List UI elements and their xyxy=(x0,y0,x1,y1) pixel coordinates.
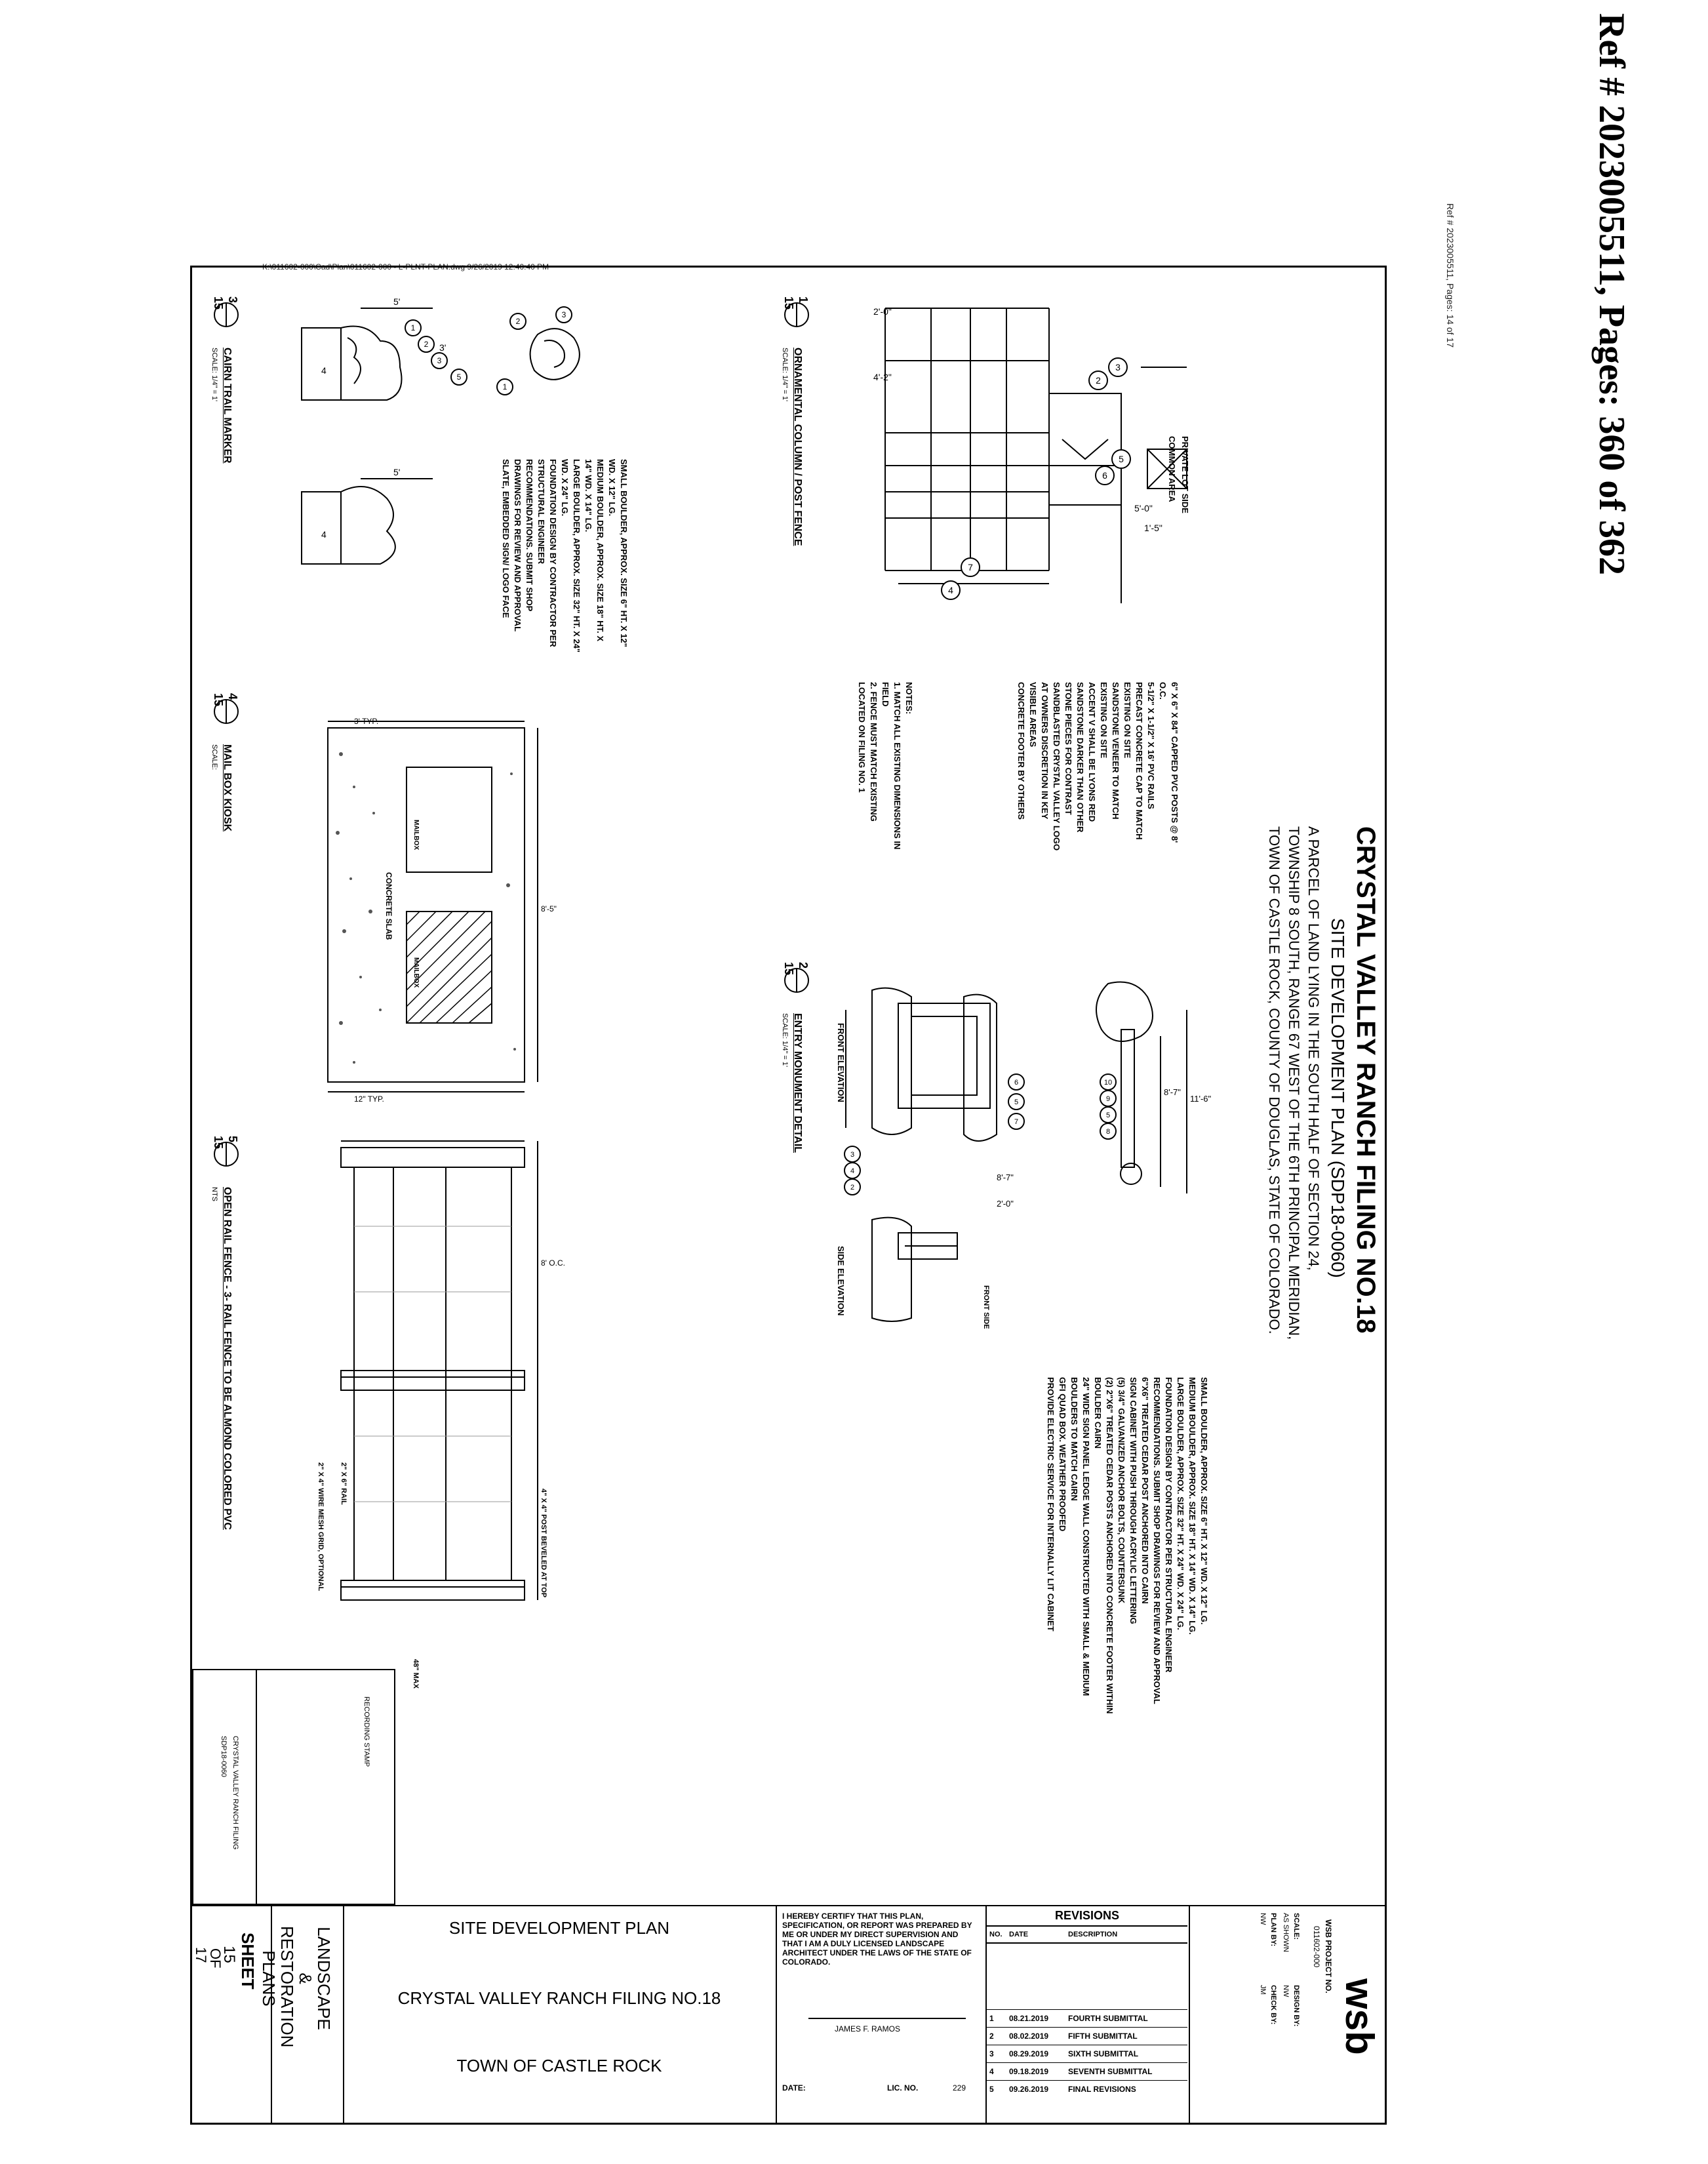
svg-text:1: 1 xyxy=(410,323,416,332)
detail-1-notes xyxy=(1015,682,1180,852)
detail-1-note-4: SANDSTONE VENEER TO MATCH EXISTING ON SITE xyxy=(1099,682,1121,820)
detail-1-note-7: CONCRETE FOOTER BY OTHERS xyxy=(1016,682,1026,820)
common-area-label: COMMON AREA xyxy=(1167,436,1177,502)
svg-text:2: 2 xyxy=(850,1184,855,1192)
rev-header-desc: DESCRIPTION xyxy=(1068,1931,1118,1938)
svg-text:8'-7": 8'-7" xyxy=(997,1172,1014,1182)
svg-text:4: 4 xyxy=(850,1167,855,1175)
revisions-header xyxy=(987,1927,1187,1944)
detail-2-note-7: (5) 3/4" GALVANIZED ANCHOR BOLTS, COUNTERSUNK xyxy=(1117,1377,1126,1604)
fence-mesh-label: 2" X 4" WIRE MESH GRID, OPTIONAL xyxy=(317,1462,325,1592)
detail-2-title: ENTRY MONUMENT DETAIL xyxy=(792,1013,803,1153)
license-label: LIC. NO. xyxy=(887,2083,919,2093)
detail-2-number: 2 xyxy=(797,962,810,969)
town-name: TOWN OF CASTLE ROCK xyxy=(456,2056,662,2075)
mailbox-label-1: MAILBOX xyxy=(412,820,420,851)
stamp-line-1: CRYSTAL VALLEY RANCH FILING xyxy=(231,1736,239,1850)
svg-text:3: 3 xyxy=(437,356,442,365)
project-no: 011602-000 xyxy=(1312,1926,1321,1968)
detail-1-title: ORNAMENTAL COLUMN / POST FENCE xyxy=(792,348,803,546)
detail-5-number: 5 xyxy=(226,1136,239,1143)
fence-post-label: 4" X 4" POST BEVELED AT TOP xyxy=(540,1489,547,1598)
scale-label: SCALE: xyxy=(1292,1913,1300,1940)
revision-no: 4 xyxy=(989,2067,994,2076)
svg-text:3' TYP.: 3' TYP. xyxy=(354,717,379,726)
svg-text:3: 3 xyxy=(850,1151,855,1159)
reception-ref-stamp: Ref # 2023005511, Pages: 360 of 362 xyxy=(1591,13,1632,576)
detail-1-note-5: ACCENT V SHALL BE LYONS RED SANDSTONE DARKER THAN OTHER STONE PIECES FOR CONTRAST xyxy=(1063,682,1097,833)
svg-text:3: 3 xyxy=(561,310,566,319)
detail-3-note-4: FOUNDATION DESIGN BY CONTRACTOR PER STRUCTURAL ENGINEER RECOMMENDATIONS. SUBMIT SHOP DRAWINGS FOR REVIEW AND APPROVAL xyxy=(513,459,558,647)
detail-3-note-3: LARGE BOULDER, APPROX. SIZE 32" HT. X 24" WD. X 24" LG. xyxy=(560,459,582,653)
revision-no: 5 xyxy=(989,2085,994,2094)
svg-text:2: 2 xyxy=(515,317,521,326)
rev-header-no: NO. xyxy=(989,1931,1003,1938)
side-elevation-label: SIDE ELEVATION xyxy=(836,1246,846,1316)
detail-2-note-9: 24" WIDE SIGN PANEL LEDGE WALL CONSTRUCTED WITH SMALL & MEDIUM BOULDERS TO MATCH CAIRN xyxy=(1069,1377,1091,1696)
detail-3-title: CAIRN TRAIL MARKER xyxy=(222,348,233,464)
svg-text:4: 4 xyxy=(321,365,327,376)
svg-text:5: 5 xyxy=(1014,1098,1019,1106)
project-subtitle: SITE DEVELOPMENT PLAN (SDP18-0060) xyxy=(1328,918,1348,1278)
svg-text:2'-0": 2'-0" xyxy=(997,1199,1014,1209)
license-number: 229 xyxy=(953,2083,966,2093)
date-label: DATE: xyxy=(782,2083,806,2093)
detail-1-number: 1 xyxy=(797,296,810,304)
revision-date: 08.29.2019 xyxy=(1009,2049,1049,2058)
revision-desc: FINAL REVISIONS xyxy=(1068,2085,1136,2094)
detail-5-title: OPEN RAIL FENCE - 3- RAIL FENCE TO BE ALMOND COLORED PVC xyxy=(222,1187,233,1530)
detail-2-note-5: 6"X6" TREATED CEDAR POST ANCHORED INTO CAIRN xyxy=(1140,1377,1150,1604)
detail-4-title: MAIL BOX KIOSK xyxy=(222,744,233,832)
detail-3-note-1: SMALL BOULDER, APPROX. SIZE 6" HT. X 12" WD. X 12" LG. xyxy=(607,459,629,647)
detail-4-sheet: 15 xyxy=(212,693,225,707)
plan-by: NW xyxy=(1259,1913,1267,1925)
detail-2-note-4: FOUNDATION DESIGN BY CONTRACTOR PER STRUCTURAL ENGINEER RECOMMENDATIONS. SUBMIT SHOP DRAWINGS FOR REVIEW AND APPROVAL xyxy=(1152,1377,1174,1704)
detail-2-note-2: MEDIUM BOULDER, APPROX. SIZE 18" HT. X 14" WD. X 14" LG. xyxy=(1187,1377,1197,1635)
revisions-table xyxy=(987,1906,1187,2124)
detail-1-scale: SCALE: 1/4" = 1' xyxy=(781,348,789,402)
detail-2-note-6: SIGN CABINET WITH PUSH THROUGH ACRYLIC LETTERING xyxy=(1128,1377,1138,1624)
svg-text:6: 6 xyxy=(1102,470,1107,481)
file-path: K:\011602-000\Cad\Plan\011602-000 - L-PLNT-PLAN.dwg 9/26/2019 12:40:40 PM xyxy=(262,262,549,271)
revision-desc: SEVENTH SUBMITTAL xyxy=(1068,2067,1153,2076)
detail-3-notes xyxy=(500,459,629,656)
sheet-of: OF xyxy=(207,1948,224,1969)
detail-2-note-11: PROVIDE ELECTRIC SERVICE FOR INTERNALLY LIT CABINET xyxy=(1046,1377,1056,1632)
rev-header-date: DATE xyxy=(1009,1931,1029,1938)
detail-2-note-3: LARGE BOULDER, APPROX. SIZE 32" HT. X 24" WD. X 24" LG. xyxy=(1176,1377,1185,1630)
svg-text:5'-0": 5'-0" xyxy=(1134,503,1153,513)
svg-text:9: 9 xyxy=(1105,1095,1111,1103)
mailbox-label-2: MAILBOX xyxy=(412,957,420,988)
project-title: CRYSTAL VALLEY RANCH FILING NO.18 xyxy=(1351,826,1380,1334)
svg-text:1'-5": 1'-5" xyxy=(1144,523,1162,533)
svg-text:10: 10 xyxy=(1103,1079,1113,1087)
svg-text:5: 5 xyxy=(456,372,462,382)
svg-text:8'-7": 8'-7" xyxy=(1164,1087,1181,1097)
revision-no: 1 xyxy=(989,2014,994,2023)
detail-1-note-6: SANDBLASTED CRYSTAL VALLEY LOGO AT OWNERS DISCRETION IN KEY VISIBLE AREAS xyxy=(1028,682,1062,851)
concrete-slab-label: CONCRETE SLAB xyxy=(384,872,393,940)
sheet-number: 15 xyxy=(220,1946,238,1963)
detail-2-note-10: GFI QUAD BOX. WEATHER PROOFED xyxy=(1058,1377,1067,1532)
detail-2-notes xyxy=(1044,1377,1210,1744)
svg-text:2: 2 xyxy=(424,340,429,349)
detail-2-note-1: SMALL BOULDER, APPROX. SIZE 6" HT. X 12" WD. X 12" LG. xyxy=(1199,1377,1209,1625)
revisions-title: REVISIONS xyxy=(987,1906,1187,1927)
plan-by-label: PLAN BY: xyxy=(1269,1913,1277,1947)
detail-3-note-2: MEDIUM BOULDER, APPROX. SIZE 18" HT. X 14" WD. X 14" LG. xyxy=(584,459,605,641)
revision-row xyxy=(987,2045,1187,2062)
detail-1-note-1: 6" X 6" X 84" CAPPED PVC POSTS @ 8' O.C. xyxy=(1158,682,1180,843)
detail-5-scale: NTS xyxy=(210,1187,218,1201)
detail-4-number: 4 xyxy=(226,693,239,700)
scale-value: AS SHOWN xyxy=(1282,1913,1290,1952)
detail-2-sheet: 15 xyxy=(782,962,795,976)
svg-text:5: 5 xyxy=(1105,1112,1111,1119)
svg-text:4: 4 xyxy=(948,585,953,595)
project-description: A PARCEL OF LAND LYING IN THE SOUTH HALF OF SECTION 24, TOWNSHIP 8 SOUTH, RANGE 67 WEST OF THE 6TH PRINCIPAL MERIDIAN, TOWN OF CASTLE ROCK, COUNTY OF DOUGLAS, STATE OF COLORADO. xyxy=(1266,826,1322,1340)
svg-text:3': 3' xyxy=(439,342,447,353)
revision-row xyxy=(987,2080,1187,2098)
svg-text:5: 5 xyxy=(1119,454,1124,464)
detail-4-scale: SCALE: xyxy=(210,744,218,771)
svg-text:4'-2": 4'-2" xyxy=(873,372,892,382)
svg-text:7: 7 xyxy=(968,562,973,572)
detail-1-sheet: 15 xyxy=(782,296,795,310)
svg-text:2'-0": 2'-0" xyxy=(873,306,892,317)
revision-no: 2 xyxy=(989,2032,994,2041)
svg-text:2: 2 xyxy=(1096,375,1101,386)
revision-desc: SIXTH SUBMITTAL xyxy=(1068,2049,1139,2058)
detail-1-note-3: PRECAST CONCRETE CAP TO MATCH EXISTING ON SITE xyxy=(1122,682,1144,840)
notes-heading: NOTES: xyxy=(904,682,914,715)
recording-stamp-label: RECORDING STAMP xyxy=(363,1696,370,1767)
detail-1-general-notes xyxy=(856,682,915,852)
sheet-label: SHEET xyxy=(238,1933,258,1990)
detail-3-scale: SCALE: 1/4" = 1' xyxy=(210,348,218,402)
revision-row xyxy=(987,2062,1187,2080)
revision-no: 3 xyxy=(989,2049,994,2058)
revision-date: 09.18.2019 xyxy=(1009,2067,1049,2076)
svg-text:11'-6": 11'-6" xyxy=(1190,1094,1212,1104)
recording-stamp-box xyxy=(192,1669,395,1905)
sheet-title: LANDSCAPE & RESTORATION PLANS xyxy=(259,1926,334,2048)
svg-text:6: 6 xyxy=(1014,1079,1019,1087)
fence-max-height-label: 48" MAX xyxy=(412,1659,420,1689)
open-rail-fence-drawing xyxy=(328,1128,565,1639)
detail-3-number: 3 xyxy=(226,296,239,304)
general-note-1: 1. MATCH ALL EXISTING DIMENSIONS IN FIELD xyxy=(881,682,902,850)
stamp-line-2: SDP18-0060 xyxy=(220,1736,228,1777)
revision-row xyxy=(987,2009,1187,2027)
svg-text:7: 7 xyxy=(1014,1118,1019,1126)
svg-text:8: 8 xyxy=(1105,1128,1111,1136)
project-name: CRYSTAL VALLEY RANCH FILING NO.18 xyxy=(397,1988,721,2008)
svg-text:5': 5' xyxy=(393,467,401,477)
revision-date: 08.21.2019 xyxy=(1009,2014,1049,2023)
svg-text:8'-5": 8'-5" xyxy=(541,904,557,913)
design-by-label: DESIGN BY: xyxy=(1292,1985,1300,2027)
svg-text:3: 3 xyxy=(1115,362,1121,372)
front-elevation-label: FRONT ELEVATION xyxy=(836,1023,846,1102)
fence-rail-label: 2" X 6" RAIL xyxy=(340,1462,348,1505)
private-lot-side-label: PRIVATE LOT SIDE xyxy=(1180,436,1190,513)
signer-name: JAMES F. RAMOS xyxy=(835,2024,901,2034)
detail-2-scale: SCALE: 1/4" = 1' xyxy=(781,1013,789,1068)
revision-date: 09.26.2019 xyxy=(1009,2085,1049,2094)
check-by: JM xyxy=(1259,1985,1267,1995)
svg-text:1: 1 xyxy=(502,382,507,391)
entry-monument-drawing xyxy=(833,971,1226,1338)
front-side-label: FRONT SIDE xyxy=(982,1285,990,1329)
certification-text: I HEREBY CERTIFY THAT THIS PLAN, SPECIFICATION, OR REPORT WAS PREPARED BY ME OR UNDER MY DIRECT SUPERVISION AND THAT I AM A DULY LICENSED LANDSCAPE ARCHITECT UNDER THE LAWS OF THE STATE OF COLORADO. xyxy=(782,1912,972,1967)
mailbox-kiosk-drawing xyxy=(315,715,557,1108)
project-no-label: WSB PROJECT NO. xyxy=(1324,1919,1333,1994)
svg-text:8' O.C.: 8' O.C. xyxy=(541,1258,565,1268)
revision-row xyxy=(987,2027,1187,2045)
revision-desc: FIFTH SUBMITTAL xyxy=(1068,2032,1138,2041)
general-note-2: 2. FENCE MUST MATCH EXISTING LOCATED ON FILING NO. 1 xyxy=(857,682,879,822)
revision-desc: FOURTH SUBMITTAL xyxy=(1068,2014,1148,2023)
recorder-line: Ref # 2023005511, Pages: 14 of 17 xyxy=(1445,203,1456,348)
sheet-total: 17 xyxy=(193,1947,209,1963)
plan-type: SITE DEVELOPMENT PLAN xyxy=(448,1918,670,1938)
svg-text:4: 4 xyxy=(321,529,327,540)
firm-logo: wsb xyxy=(1338,1978,1381,2055)
design-by: NW xyxy=(1282,1985,1290,1997)
detail-3-sheet: 15 xyxy=(212,296,225,310)
project-title-block xyxy=(1264,826,1380,1351)
check-by-label: CHECK BY: xyxy=(1269,1985,1277,2025)
detail-3-note-5: SLATE, EMBEDDED SIGN/ LOGO FACE xyxy=(501,459,511,618)
svg-text:5': 5' xyxy=(393,296,401,307)
title-block xyxy=(192,1905,1385,2124)
detail-1-note-2: 5-1/2" X 1-1/2" X 16' PVC RAILS xyxy=(1146,682,1156,809)
revision-date: 08.02.2019 xyxy=(1009,2032,1049,2041)
svg-text:12" TYP.: 12" TYP. xyxy=(354,1094,384,1104)
detail-5-sheet: 15 xyxy=(212,1136,225,1150)
detail-2-note-8: (2) 2"X6" TREATED CEDAR POSTS ANCHORED INTO CONCRETE FOOTER WITHIN BOULDER CAIRN xyxy=(1093,1377,1115,1714)
